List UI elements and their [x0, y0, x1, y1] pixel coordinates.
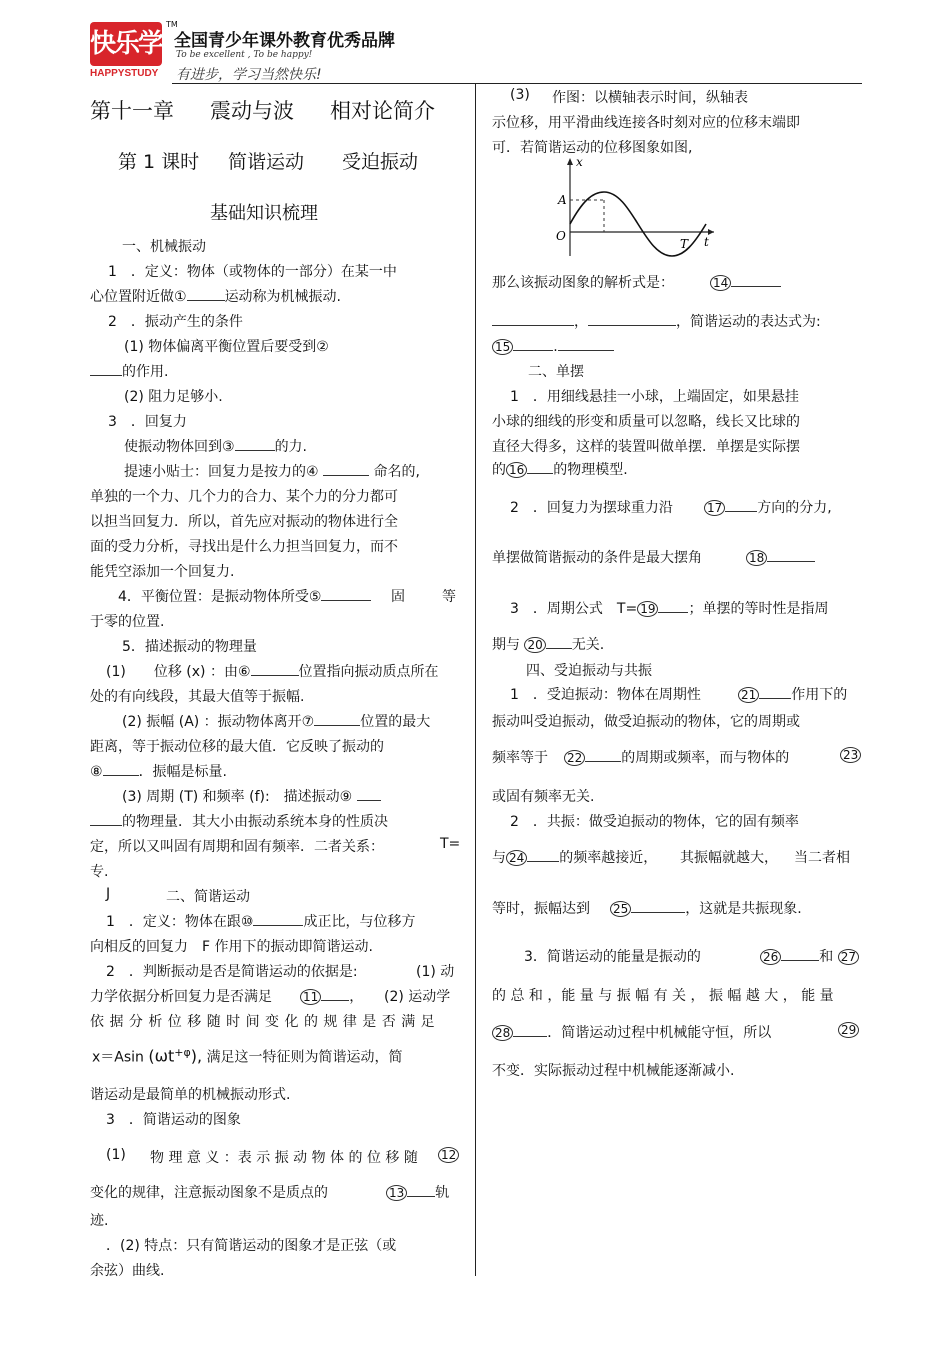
text-line: 26 和 27: [760, 946, 859, 966]
text-line: 向相反的回复力 F 作用下的振动即简谐运动.: [90, 939, 373, 955]
text-line: 变化的规律，注意振动图象不是质点的: [90, 1185, 328, 1201]
chapter-topic: 震动与波: [210, 99, 294, 123]
text-line: 的 16 的物理模型.: [492, 459, 628, 479]
blank-number-12: 12: [438, 1147, 459, 1163]
text-line: 于零的位置.: [90, 614, 165, 630]
blank-26: [781, 946, 819, 961]
text-line: 单独的一个力、几个力的合力、某个力的分力都可: [90, 489, 398, 505]
blank-22: [585, 747, 621, 762]
text-line: 物 理 意 义 ：表 示 振 动 物 体 的 位 移 随: [150, 1150, 418, 1166]
blank-number-17: 17: [704, 500, 725, 516]
amplitude-label: A: [558, 193, 567, 207]
blank-number-21: 21: [738, 687, 759, 703]
text-line: 1 ．受迫振动：物体在周期性: [510, 687, 701, 703]
blank-number-20: 20: [524, 637, 545, 653]
text-line: 使振动物体回到③ 的力.: [124, 436, 307, 456]
text-line: 3．简谐运动的能量是振动的: [524, 949, 701, 965]
blank-19: [658, 598, 688, 613]
lesson-topic: 受迫振动: [342, 151, 419, 173]
blank-14b: [588, 311, 676, 326]
blank-4: [323, 461, 369, 476]
blank-number-29: 29: [838, 1022, 859, 1038]
trademark: TM: [166, 20, 178, 29]
text-fragment: (1): [106, 1147, 126, 1163]
text-line: ⑧ ．振幅是标量.: [90, 761, 227, 781]
header-rule: [368, 83, 862, 84]
text-line: 5．描述振动的物理量: [122, 639, 257, 655]
text-line: 与 24 的频率越接近，: [492, 847, 657, 867]
blank-24: [527, 847, 559, 862]
logo-subtext: HAPPYSTUDY: [90, 68, 159, 79]
text-line: (3) 周期 (T) 和频率 (f): 描述振动⑨: [122, 786, 381, 806]
text-line: 提速小贴士：回复力是按力的④ 命名的,: [124, 461, 420, 481]
blank-6: [251, 661, 299, 676]
text-line: 28 ．简谐运动过程中机械能守恒，所以: [492, 1022, 771, 1042]
heading-simple-harmonic: 二、简谐运动: [166, 889, 250, 905]
lesson-number: 第 1 课时: [118, 151, 200, 173]
text-line: 距离，等于振动位移的最大值．它反映了振动的: [90, 739, 384, 755]
blank-14a: [492, 311, 574, 326]
blank-number-28: 28: [492, 1025, 513, 1041]
x-axis-label: x: [576, 156, 583, 169]
text-line: (2) 阻力足够小.: [124, 389, 223, 405]
text-line: 等时，振幅达到: [492, 901, 590, 917]
lesson-topic: 简谐运动: [228, 151, 305, 173]
text-line: 2 ．回复力为摆球重力沿: [510, 500, 673, 516]
blank-16: [527, 459, 553, 474]
text-fragment: (2) 运动学: [384, 989, 451, 1005]
text-line: 4．平衡位置：是振动物体所受⑤: [118, 586, 371, 606]
blank-number-26: 26: [760, 949, 781, 965]
text-line: 心位置附近做① 运动称为机械振动.: [90, 286, 341, 306]
text-line: (1) 物体偏离平衡位置后要受到②: [124, 339, 329, 355]
slogan-underline: [172, 83, 368, 84]
logo-text: 快乐学习: [90, 22, 162, 66]
blank-9b: [90, 811, 122, 826]
x-axis-arrow: [567, 158, 573, 165]
text-line: 示位移，用平滑曲线连接各时刻对应的位移末端即: [492, 115, 800, 131]
text-line: 处的有向线段，其最大值等于振幅.: [90, 689, 305, 705]
blank-5: [321, 586, 371, 601]
text-line: 能凭空添加一个回复力.: [90, 564, 235, 580]
blank-21: [759, 684, 791, 699]
text-line: (2) 振幅 (A) ：振动物体离开⑦ 位置的最大: [122, 711, 430, 731]
text-line: 的作用.: [90, 361, 168, 381]
heading-forced-vibration: 四、受迫振动与共振: [526, 663, 652, 679]
blank-25: [631, 898, 685, 913]
blank-9a: [357, 786, 381, 801]
text-line: 力学依据分析回复力是否满足 11 ，: [90, 986, 363, 1006]
text-line: 作图：以横轴表示时间，纵轴表: [552, 90, 748, 106]
formula-line: x＝Asin $(\omega t^{+\varphi})$, 满足这一特征则为简谐运动，简: [92, 1046, 403, 1066]
section-title: 基础知识梳理: [210, 203, 318, 224]
text-line: 的物理量．其大小由振动系统本身的性质决: [90, 811, 388, 831]
blank-number-23: 23: [840, 747, 861, 763]
text-line: 定，所以又叫固有周期和固有频率．二者关系：: [90, 839, 384, 855]
text-line: 3 ．周期公式 T= 19 ；单摆的等时性是指周: [510, 598, 828, 618]
blank-14: 14: [710, 272, 781, 291]
text-line: 迹.: [90, 1213, 109, 1229]
text-line: 频率等于: [492, 750, 548, 766]
text-line: 专.: [90, 864, 109, 880]
brand-name: 全国青少年课外教育优秀品牌: [174, 31, 395, 51]
blank-28: [513, 1022, 547, 1037]
text-line: 3 ．回复力: [108, 414, 187, 430]
blank-8: [103, 761, 139, 776]
blank-number-25: 25: [610, 901, 631, 917]
blank-10: [253, 911, 303, 926]
text-fragment: 当二者相: [794, 850, 850, 866]
text-line: 依 据 分 析 位 移 随 时 间 变 化 的 规 律 是 否 满 足: [90, 1014, 436, 1030]
text-line: 谐运动是最简单的机械振动形式.: [90, 1087, 291, 1103]
t-axis-label: t: [704, 235, 709, 249]
origin-label: O: [556, 229, 566, 243]
text-fragment: J: [106, 886, 111, 902]
text-line: 可．若简谐运动的位移图象如图,: [492, 140, 693, 156]
text-line: 的 总 和 ，能 量 与 振 幅 有 关 ， 振 幅 越 大 ， 能 量: [492, 988, 834, 1004]
text-fragment: 其振幅就越大，: [680, 850, 778, 866]
blank-number-16: 16: [506, 462, 527, 478]
text-line: 或固有频率无关.: [492, 789, 595, 805]
text-line: 余弦）曲线.: [90, 1263, 165, 1279]
text-line: 1 ．定义：物体（或物体的一部分）在某一中: [108, 264, 397, 280]
period-label: T: [680, 237, 689, 251]
t-axis-arrow: [708, 229, 714, 235]
text-line: 21 作用下的: [738, 684, 847, 704]
brand-logo: [90, 22, 168, 103]
text-line: 2 ．判断振动是否是简谐运动的依据是:: [106, 964, 358, 980]
slogan-en: To be excellent , To be happy!: [176, 50, 313, 60]
text-line: ．(2) 特点：只有简谐运动的图象才是正弦（或: [106, 1238, 397, 1254]
text-line: (1) 位移 (x) ：由⑥ 位置指向振动质点所在: [106, 661, 439, 681]
blank-1: [187, 286, 225, 301]
blank-7: [314, 711, 360, 726]
text-line: 1 ．定义：物体在跟⑩ 成正比，与位移方: [106, 911, 415, 931]
text-line: ， ，简谐运动的表达式为:: [492, 311, 821, 331]
text-line: 振动叫受迫振动，做受迫振动的物体，它的周期或: [492, 714, 800, 730]
chapter-number: 第十一章: [90, 99, 174, 123]
column-divider: [475, 84, 476, 1276]
chapter-topic: 相对论简介: [330, 99, 435, 123]
text-fragment: 固: [391, 589, 405, 605]
text-line: 22 的周期或频率，而与物体的: [564, 747, 789, 767]
vibration-graph: [548, 156, 718, 261]
blank-2: [90, 361, 122, 376]
text-line: 以担当回复力．所以，首先应对振动的物体进行全: [90, 514, 398, 530]
blank-3: [235, 436, 275, 451]
blank-20: [546, 634, 572, 649]
text-line: 那么该振动图象的解析式是：: [492, 275, 674, 291]
text-line: 17 方向的分力,: [704, 497, 832, 517]
text-fragment: (3): [510, 87, 530, 103]
blank-number-24: 24: [506, 850, 527, 866]
blank-18: 18: [746, 547, 815, 566]
blank-number-22: 22: [564, 750, 585, 766]
text-fragment: 等: [442, 589, 456, 605]
text-line: 期与 20 无关.: [492, 634, 604, 654]
text-line: 3 ．简谐运动的图象: [106, 1112, 241, 1128]
blank-15: 15 .: [492, 336, 614, 355]
text-line: 面的受力分析，寻找出是什么力担当回复力，而不: [90, 539, 398, 555]
text-line: 25 ，这就是共振现象.: [610, 898, 802, 918]
text-fragment: (1) 动: [416, 964, 455, 980]
text-line: 不变．实际振动过程中机械能逐渐减小.: [492, 1063, 735, 1079]
blank-number-11: 11: [300, 989, 321, 1005]
blank-13: 13 轨: [386, 1182, 449, 1202]
blank-number-19: 19: [637, 601, 658, 617]
text-line: 2 ．共振：做受迫振动的物体，它的固有频率: [510, 814, 799, 830]
slogan-cn: 有进步，学习当然快乐!: [176, 67, 322, 83]
blank-11: [321, 986, 349, 1001]
text-line: 2 ．振动产生的条件: [108, 314, 243, 330]
text-line: 单摆做简谐振动的条件是最大摆角: [492, 550, 702, 566]
blank-number-27: 27: [838, 949, 859, 965]
text-line: 1 ．用细线悬挂一小球，上端固定，如果悬挂: [510, 389, 799, 405]
heading-mechanical-vibration: 一、机械振动: [122, 239, 206, 255]
text-fragment: T=: [440, 836, 461, 852]
blank-17: [725, 497, 757, 512]
text-line: 小球的细线的形变和质量可以忽略，线长又比球的: [492, 414, 800, 430]
heading-pendulum: 二、单摆: [528, 364, 584, 380]
text-line: 直径大得多，这样的装置叫做单摆．单摆是实际摆: [492, 439, 800, 455]
